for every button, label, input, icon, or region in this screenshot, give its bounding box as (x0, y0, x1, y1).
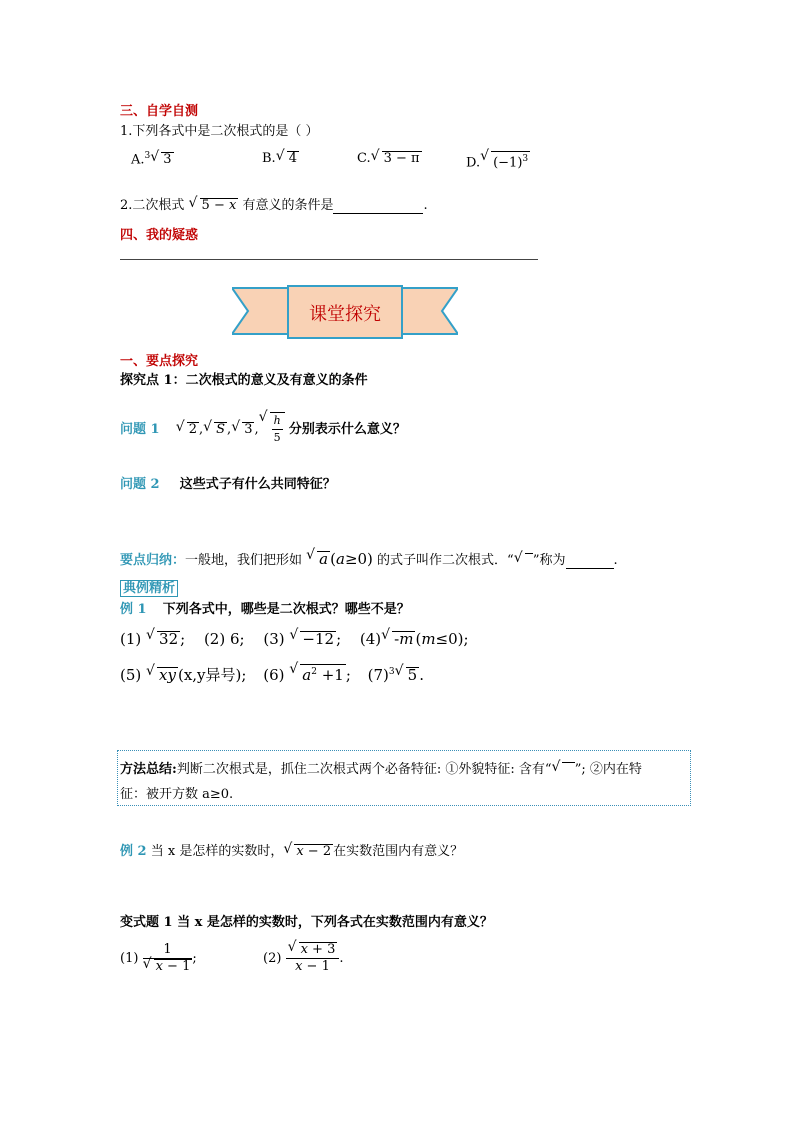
option-d: D.√ $(-1)^3$ (466, 151, 530, 170)
variant-1-item-2: (2) √ $\frac{x + 3}{x - 1}$ . (263, 942, 343, 975)
section3-heading: 三、自学自测 (120, 104, 199, 119)
separator-line (120, 259, 538, 260)
example-2: 例 2 当 x 是怎样的实数时，√ x − 2 在实数范围内有意义？ (120, 840, 463, 859)
section1-heading: 一、要点探究 (120, 354, 199, 369)
option-b: B.√ 4 (262, 151, 299, 166)
section4-heading: 四、我的疑惑 (120, 228, 199, 243)
explore-point-1: 探究点 1：二次根式的意义及有意义的条件 (120, 373, 368, 388)
problem-2: 问题 2 这些式子有什么共同特征？ (120, 477, 336, 492)
key-summary: 要点归纳：一般地，我们把形如 √ a (a≥0) 的式子叫作二次根式．“√ ”称为 . (120, 549, 618, 569)
question-1: 1.下列各式中是二次根式的是（ ） (120, 124, 319, 139)
option-a: A.$^3$√ 3 (131, 151, 174, 167)
variant-1: 变式题 1 当 x 是怎样的实数时，下列各式在实数范围内有意义？ (120, 915, 493, 930)
example-1-row-1: (1) √ 32 ; (2) 6; (3) √ −12 ; (4)√ -m (m≤0); (120, 630, 469, 648)
method-summary-line-1: 方法总结:判断二次根式是，抓住二次根式两个必备特征: ①外貌特征: 含有“√ ”; ②内在特 (120, 758, 642, 777)
example-1-row-2: (5) √ xy (x,y异号); (6) √ $a^2 +1$ ; $(7)^3√$ 5 . (120, 664, 424, 685)
option-c: C.√ 3 − π (357, 151, 422, 166)
question-2: 2.二次根式 √ 5 − x 有意义的条件是 . (120, 194, 428, 214)
method-summary-line-2: 征：被开方数 a≥0. (120, 787, 234, 802)
example-1: 例 1 下列各式中，哪些是二次根式？哪些不是？ (120, 602, 410, 617)
examples-label: 典例精析 (120, 577, 178, 596)
banner-title: 课堂探究 (309, 304, 381, 325)
problem-1: 问题 1 √ 2 ,√ S ,√ 3 , √ $\frac{h}{5}$ 分别表示什么意义？ (120, 412, 406, 446)
variant-1-item-1: (1) 1 √ x − 1 ; (120, 942, 197, 975)
